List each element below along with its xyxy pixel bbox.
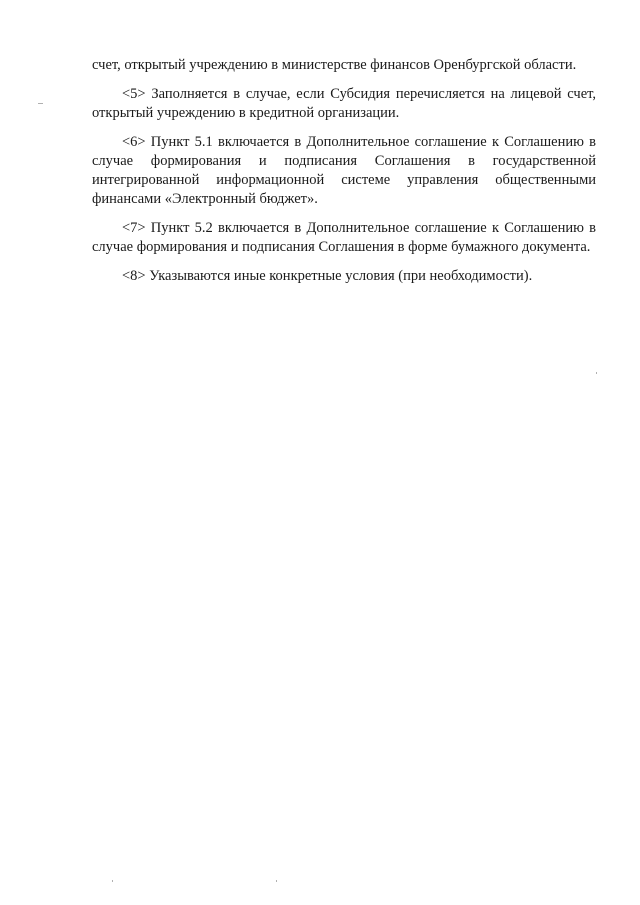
scan-mark (38, 103, 43, 104)
document-body (92, 56, 596, 296)
scan-mark (112, 880, 113, 882)
footnote-7: <7> Пункт 5.2 включается в Дополнительное соглашение к Соглашению в случае формирования и подписания Соглашения в форме бумажного документа. (92, 220, 596, 255)
scan-mark (596, 372, 597, 374)
paragraph-continuation: счет, открытый учреждению в министерстве финансов Оренбургской области. (92, 57, 577, 73)
scan-mark (276, 880, 277, 882)
footnote-6: <6> Пункт 5.1 включается в Дополнительное соглашение к Соглашению в случае формирования и подписания Соглашения в государственной интегрированной информационной системе управления общественными финансами «Электронный бюджет». (92, 134, 596, 207)
footnote-8: <8> Указываются иные конкретные условия (при необходимости). (122, 268, 533, 284)
footnote-5: <5> Заполняется в случае, если Субсидия перечисляется на лицевой счет, открытый учреждению в кредитной организации. (92, 86, 596, 121)
